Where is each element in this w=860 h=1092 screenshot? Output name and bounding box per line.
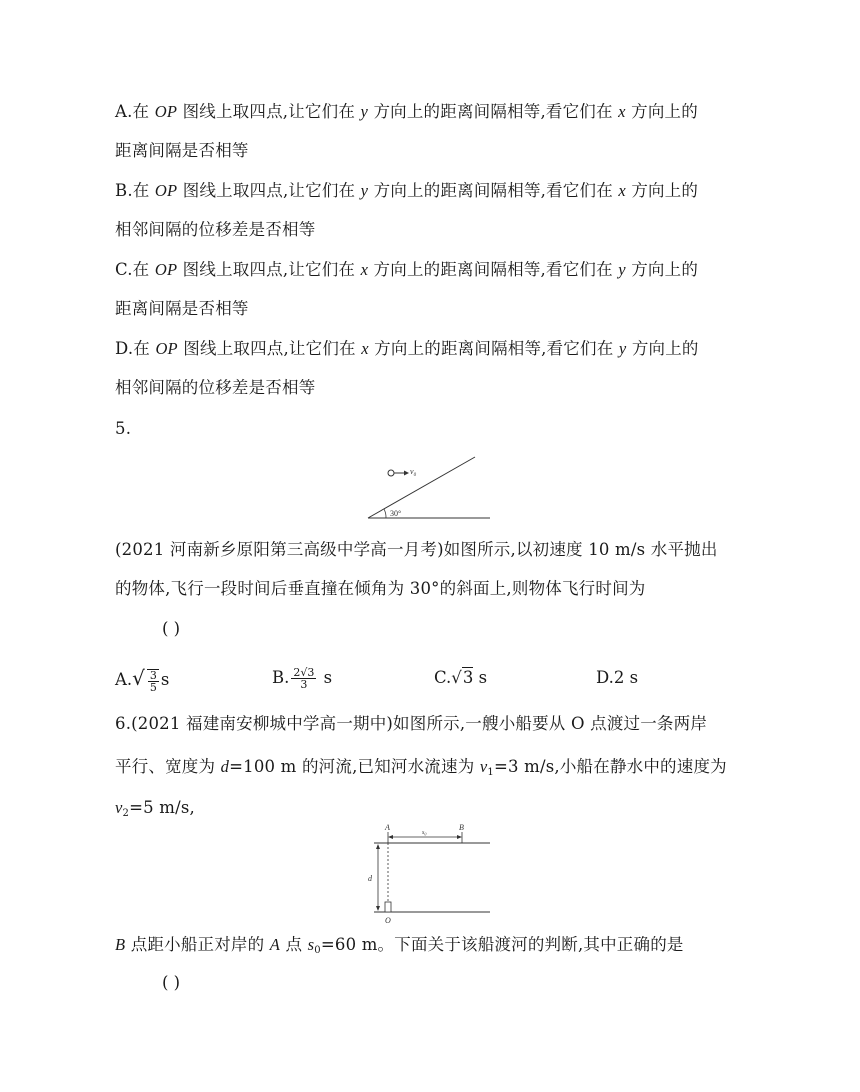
- arrowhead-icon: [457, 835, 462, 839]
- text-segment: 方向上的: [625, 181, 699, 200]
- var-op: OP: [154, 260, 178, 279]
- label-s0: $s_0$: [422, 830, 427, 837]
- text-segment: 图线上取四点,让它们在: [177, 181, 361, 200]
- var: x: [618, 102, 626, 121]
- text-segment: 图线上取四点,让它们在: [177, 102, 361, 121]
- q4-option-a-line2: 距离间隔是否相等: [115, 141, 249, 160]
- text-segment: 方向上的距离间隔相等,看它们在: [368, 260, 619, 279]
- sqrt-icon: √: [132, 666, 145, 690]
- velocity-label: $v_0$: [410, 467, 417, 478]
- numerator: 2√3: [293, 666, 315, 679]
- option-label: A.: [115, 670, 133, 689]
- text-segment: 方向上的: [625, 102, 698, 121]
- arrowhead-icon: [404, 471, 409, 476]
- q6-stem-line1: 6.(2021 福建南安柳城中学高一期中)如图所示,一艘小船要从 O 点渡过一条两岸: [115, 714, 708, 733]
- var: s: [307, 935, 315, 954]
- incline-line: [368, 457, 475, 518]
- var-op: OP: [155, 339, 178, 358]
- label-a: A: [385, 823, 390, 832]
- var: y: [618, 339, 627, 358]
- var: x: [360, 260, 369, 279]
- angle-label: 30°: [390, 509, 402, 518]
- option-label: A.在: [115, 102, 155, 121]
- option-label: C.在: [115, 260, 155, 279]
- q6-stem-line3: [115, 797, 195, 825]
- q4-option-d-line1: [115, 338, 699, 360]
- subscript: 1: [487, 767, 494, 778]
- q4-option-c-line1: [115, 259, 698, 281]
- q5-stem-line1: (2021 河南新乡原阳第三高级中学高一月考)如图所示,以初速度 10 m/s 水平抛出: [115, 540, 718, 559]
- q6-stem-line2: [115, 756, 727, 784]
- boat-icon: [385, 902, 391, 912]
- q5-option-d: [596, 667, 638, 689]
- q5-option-a: [115, 667, 169, 693]
- var: d: [220, 757, 230, 776]
- unit: s: [160, 670, 170, 689]
- var: B: [115, 935, 126, 954]
- angle-arc: [384, 509, 386, 518]
- option-label: C.: [434, 668, 452, 687]
- q4-option-b-line1: [115, 180, 698, 202]
- denominator: 5: [149, 680, 157, 694]
- q4-option-b-line2: 相邻间隔的位移差是否相等: [115, 220, 316, 239]
- option-label: D.: [596, 668, 614, 687]
- text-segment: 方向上的距离间隔相等,看它们在: [368, 181, 619, 200]
- var-op: OP: [154, 181, 178, 200]
- q5-incline-figure: [360, 452, 500, 524]
- var: A: [269, 935, 281, 954]
- radicand: 3: [462, 668, 474, 687]
- option-label: D.在: [115, 339, 156, 358]
- denominator: 3: [300, 678, 308, 691]
- var-op: OP: [154, 102, 178, 121]
- q5-stem-line2: 的物体,飞行一段时间后垂直撞在倾角为 30°的斜面上,则物体飞行时间为: [115, 579, 646, 598]
- numerator: 3: [149, 668, 157, 682]
- var: y: [360, 181, 369, 200]
- var: x: [361, 339, 369, 358]
- text-segment: =60 m。下面关于该船渡河的判断,其中正确的是: [320, 935, 684, 954]
- option-label: B.在: [115, 181, 155, 200]
- text-segment: 方向上的: [626, 339, 699, 358]
- unit: s: [478, 668, 488, 687]
- q5-option-c: [434, 667, 487, 689]
- text-segment: 点: [280, 935, 308, 954]
- text-segment: 方向上的距离间隔相等,看它们在: [368, 102, 619, 121]
- text-segment: 点距小船正对岸的: [125, 935, 270, 954]
- q5-option-b: [272, 667, 332, 690]
- text-segment: 方向上的距离间隔相等,看它们在: [368, 339, 619, 358]
- var: v: [479, 757, 488, 776]
- fraction: [291, 667, 316, 690]
- q4-option-a-line1: [115, 101, 698, 123]
- q6-river-figure: [360, 820, 495, 928]
- q4-option-c-line2: 距离间隔是否相等: [115, 299, 249, 318]
- q6-stem-line4: [115, 934, 684, 962]
- option-text: 2 s: [613, 668, 639, 687]
- label-d: d: [368, 874, 372, 883]
- subscript: 0: [314, 945, 321, 956]
- option-label: B.: [272, 668, 290, 687]
- fraction: [147, 669, 159, 693]
- text-segment: =3 m/s,小船在静水中的速度为: [493, 757, 727, 776]
- q5-answer-blank: ( ): [162, 619, 181, 638]
- q6-answer-blank: ( ): [162, 973, 181, 992]
- ball-icon: [388, 470, 394, 476]
- arrowhead-icon: [388, 835, 393, 839]
- text-segment: 图线上取四点,让它们在: [177, 339, 362, 358]
- text-segment: 图线上取四点,让它们在: [177, 260, 361, 279]
- q5-number: 5.: [115, 419, 132, 438]
- subscript: 2: [122, 808, 130, 819]
- var: x: [618, 181, 626, 200]
- arrowhead-icon: [376, 844, 380, 849]
- label-o: O: [385, 916, 391, 925]
- text-segment: =100 m 的河流,已知河水流速为: [229, 757, 480, 776]
- q4-option-d-line2: 相邻间隔的位移差是否相等: [115, 378, 316, 397]
- var: y: [618, 260, 626, 279]
- sqrt-icon: √: [451, 668, 462, 687]
- label-b: B: [459, 823, 464, 832]
- text-segment: 方向上的: [625, 260, 699, 279]
- var: y: [360, 102, 368, 121]
- var: v: [115, 798, 123, 817]
- text-segment: =5 m/s,: [129, 798, 195, 817]
- arrowhead-icon: [376, 906, 380, 911]
- text-segment: 平行、宽度为: [115, 757, 221, 776]
- unit: s: [323, 668, 333, 687]
